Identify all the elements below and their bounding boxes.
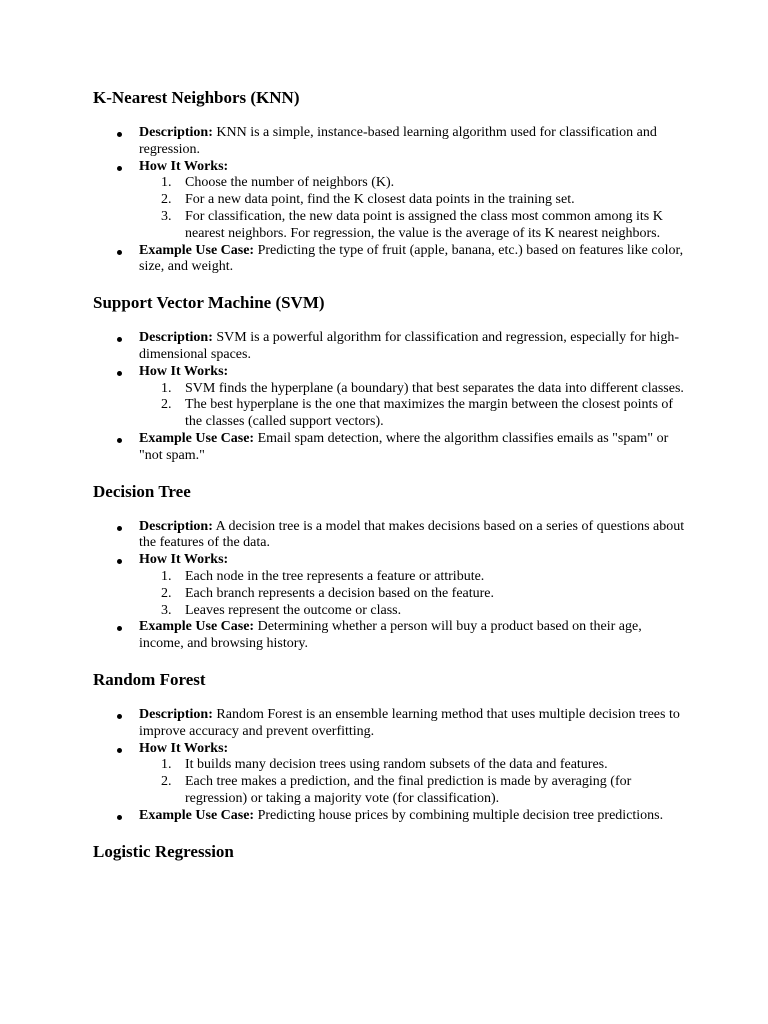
description-label: Description:: [139, 518, 213, 534]
steps-list: [139, 757, 687, 807]
step-item: [161, 397, 687, 431]
how-it-works-item: [139, 552, 687, 619]
step-text: It builds many decision trees using random subsets of the data and features.: [185, 757, 608, 773]
example-item: [139, 243, 687, 277]
step-item: [161, 585, 687, 603]
how-it-works-label: How It Works:: [139, 363, 229, 379]
description-item: [139, 330, 687, 364]
example-label: Example Use Case:: [139, 807, 255, 823]
bullet-list: [93, 707, 687, 825]
description-item: [139, 707, 687, 741]
description-item: [139, 125, 687, 159]
description-text: KNN is a simple, instance-based learning algorithm used for classification and regression.: [139, 125, 657, 157]
step-item: [161, 208, 687, 243]
step-item: [161, 602, 687, 620]
how-it-works-label: How It Works:: [139, 552, 229, 568]
steps-list: [139, 175, 687, 242]
step-number: 2.: [161, 192, 172, 208]
step-item: [161, 774, 687, 808]
example-text: Predicting the type of fruit (apple, banana, etc.) based on features like color, size, and weight.: [139, 242, 684, 275]
example-text: Predicting house prices by combining multiple decision tree predictions.: [257, 807, 664, 823]
description-text: SVM is a powerful algorithm for classification and regression, especially for high-dimensional spaces.: [139, 330, 680, 362]
example-item: [139, 431, 687, 465]
how-it-works-label: How It Works:: [139, 740, 229, 756]
step-number: 1.: [161, 568, 172, 584]
step-number: 2.: [161, 585, 172, 601]
bullet-list: [93, 330, 687, 464]
section-title: Decision Tree: [93, 481, 191, 501]
step-item: [161, 192, 687, 209]
step-number: 1.: [161, 175, 172, 191]
bullet-list: [93, 519, 687, 653]
description-label: Description:: [139, 706, 213, 722]
step-number: 1.: [161, 380, 172, 396]
how-it-works-item: [139, 741, 687, 808]
step-number: 1.: [161, 757, 172, 773]
step-number: 3.: [161, 602, 172, 618]
document-page: [93, 88, 693, 879]
example-text: Determining whether a person will buy a product based on their age, income, and browsing history.: [139, 619, 642, 652]
section-title: Logistic Regression: [93, 841, 234, 861]
example-item: [139, 808, 687, 825]
step-item: [161, 568, 687, 586]
example-label: Example Use Case:: [139, 242, 255, 258]
step-number: 3.: [161, 208, 172, 224]
section-title: K-Nearest Neighbors (KNN): [93, 88, 300, 107]
how-it-works-label: How It Works:: [139, 158, 229, 174]
description-label: Description:: [139, 125, 213, 140]
step-text: Each node in the tree represents a feature or attribute.: [185, 568, 485, 584]
step-number: 2.: [161, 774, 172, 790]
example-label: Example Use Case:: [139, 430, 255, 446]
section-svm: [93, 293, 693, 464]
example-label: Example Use Case:: [139, 619, 255, 635]
section-logistic-regression: [93, 842, 693, 862]
description-label: Description:: [139, 330, 213, 346]
step-text: Choose the number of neighbors (K).: [185, 175, 395, 191]
step-item: [161, 175, 687, 192]
step-text: Each branch represents a decision based on the feature.: [185, 585, 495, 601]
step-text: Each tree makes a prediction, and the final prediction is made by averaging (for regression) or taking a majority vote (for classification).: [185, 774, 632, 806]
section-knn: [93, 88, 693, 276]
section-random-forest: [93, 670, 693, 825]
step-item: [161, 757, 687, 774]
section-decision-tree: [93, 482, 693, 653]
section-title: Support Vector Machine (SVM): [93, 293, 325, 313]
step-text: Leaves represent the outcome or class.: [185, 602, 402, 618]
step-item: [161, 380, 687, 398]
example-text: Email spam detection, where the algorithm classifies emails as "spam" or "not spam.": [139, 430, 669, 463]
step-text: For classification, the new data point is assigned the class most common among its K nearest neighbors. For regression, the value is the average of its K nearest neighbors.: [185, 208, 663, 241]
description-text: A decision tree is a model that makes decisions based on a series of questions about the features of the data.: [139, 518, 685, 551]
bullet-list: [93, 125, 687, 276]
description-text: Random Forest is an ensemble learning method that uses multiple decision trees to improve accuracy and prevent overfitting.: [139, 706, 680, 739]
step-text: The best hyperplane is the one that maximizes the margin between the closest points of the classes (called support vectors).: [185, 397, 674, 430]
how-it-works-item: [139, 159, 687, 243]
step-text: For a new data point, find the K closest data points in the training set.: [185, 192, 575, 208]
steps-list: [139, 569, 687, 619]
section-title: Random Forest: [93, 669, 206, 689]
step-number: 2.: [161, 397, 172, 413]
example-item: [139, 619, 687, 653]
steps-list: [139, 381, 687, 431]
how-it-works-item: [139, 364, 687, 431]
description-item: [139, 519, 687, 553]
step-text: SVM finds the hyperplane (a boundary) that best separates the data into different classes.: [185, 380, 684, 396]
